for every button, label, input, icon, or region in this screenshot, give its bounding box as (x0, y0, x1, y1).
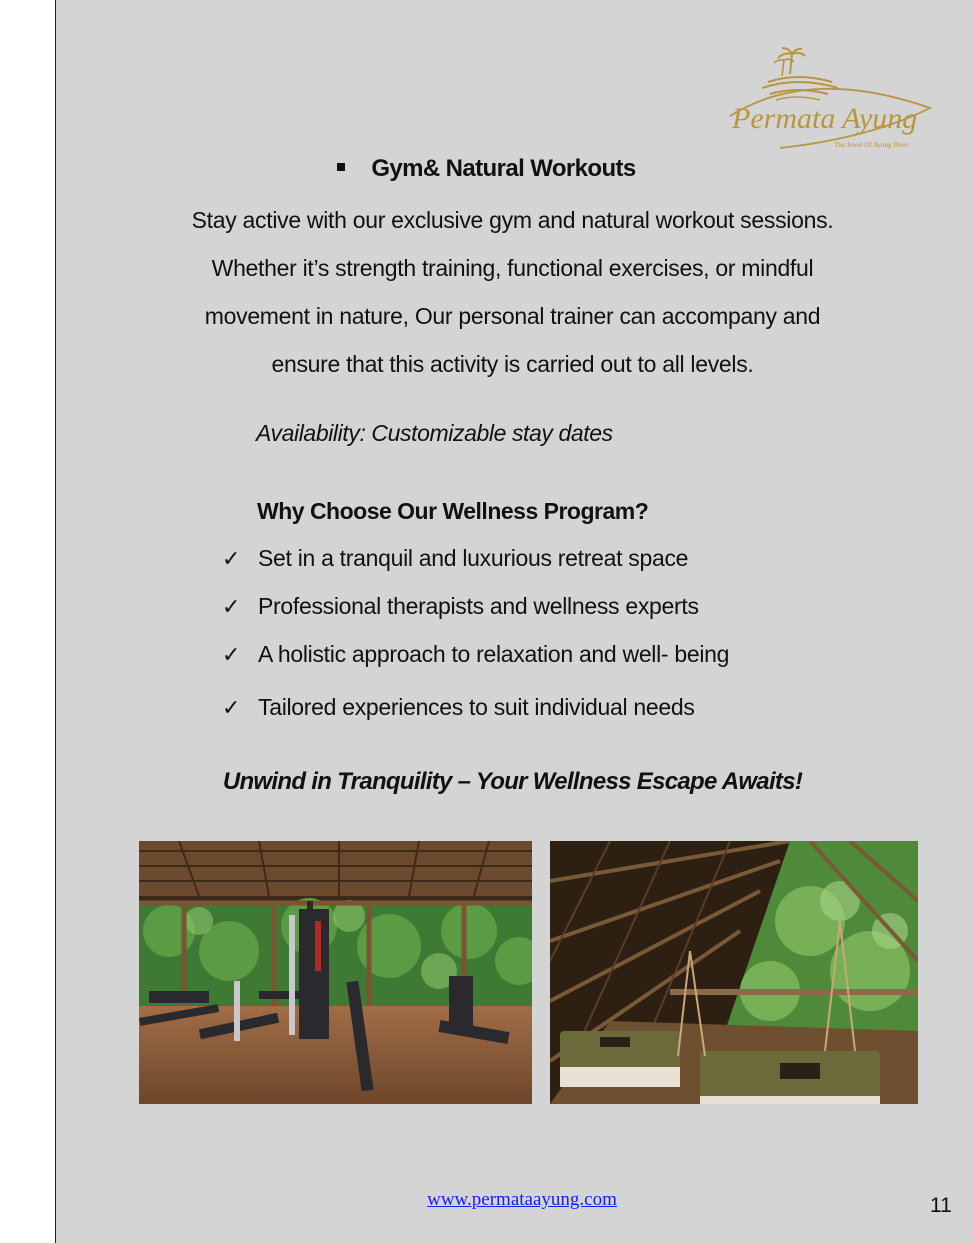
intro-line: ensure that this activity is carried out to all levels. (271, 351, 754, 377)
intro-line: Stay active with our exclusive gym and natural workout sessions. (191, 207, 834, 233)
logo-tagline: The Jewel Of Ayung River (834, 141, 909, 149)
list-item: ✓ Set in a tranquil and luxurious retreat space (222, 545, 689, 571)
checkmark-icon: ✓ (222, 695, 241, 720)
list-item: ✓ Tailored experiences to suit individual needs (222, 694, 695, 720)
intro-line: Whether it’s strength training, functional exercises, or mindful (211, 255, 814, 281)
permata-ayung-logo (712, 46, 944, 152)
intro-paragraph (120, 196, 905, 388)
why-choose-heading: Why Choose Our Wellness Program? (257, 498, 649, 524)
gym-photo (139, 841, 532, 1104)
closing-tagline: Unwind in Tranquility – Your Wellness Escape Awaits! (222, 768, 803, 795)
section-heading (0, 155, 973, 183)
section-heading-text: Gym& Natural Workouts (371, 155, 636, 182)
checkmark-icon: ✓ (222, 642, 241, 667)
website-link[interactable]: www.permataayung.com (427, 1189, 617, 1210)
spa-pavilion-photo (550, 841, 918, 1104)
list-item: ✓ Professional therapists and wellness experts (222, 593, 699, 619)
page-number: 11 (930, 1194, 952, 1217)
checkmark-icon: ✓ (222, 594, 241, 619)
checkmark-icon: ✓ (222, 546, 241, 571)
square-bullet-icon (337, 163, 345, 171)
logo-wordmark: Permata Ayung (732, 102, 918, 135)
list-item: ✓ A holistic approach to relaxation and well- being (222, 641, 730, 667)
intro-line: movement in nature, Our personal trainer can accompany and (204, 303, 821, 329)
availability-note: Availability: Customizable stay dates (256, 420, 613, 446)
